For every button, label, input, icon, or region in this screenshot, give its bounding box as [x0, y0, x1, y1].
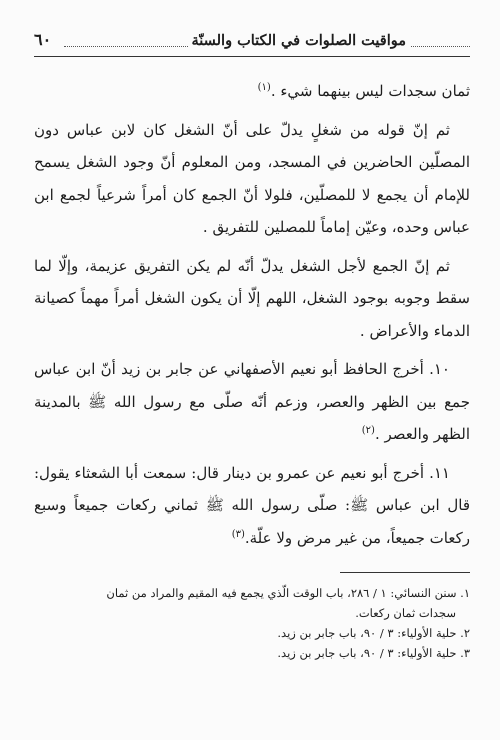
page	[34, 30, 470, 663]
paragraph-5: ١١. أخرج أبو نعيم عن عمرو بن دينار قال: سمعت أبا الشعثاء يقول: قال ابن عباس ﷺ: صلّى رسول الله ﷺ ثماني ركعات جميعاً وسبع ركعات جميعاً، من غير مرض ولا علّة.$^{(٣)}$	[34, 463, 470, 547]
paragraph-1: ثمان سجدات ليس بينهما شيء .$^{(١)}$	[257, 82, 470, 100]
running-header	[34, 30, 470, 57]
header-title: مواقيت الصلوات في الكتاب والسنّة	[188, 32, 410, 49]
footnote-2: ٢. حلية الأولياء: ٣ / ٩٠، باب جابر بن زيد.	[277, 626, 470, 640]
paragraph-4: ١٠. أخرج الحافظ أبو نعيم الأصفهاني عن جابر بن زيد أنّ ابن عباس جمع بين الظهر والعصر، وزعم أنّه صلّى مع رسول الله ﷺ بالمدينة الظهر والعصر .$^{(٢)}$	[34, 360, 470, 443]
paragraph-3: ثم إنّ الجمع لأجل الشغل يدلّ أنّه لم يكن التفريق عزيمة، وإلّا لما سقط وجوبه بوجود الشغل، اللهم إلّا أن يكون الشغل أمراً مهماً كصيانة الدماء والأعراض .	[34, 256, 470, 340]
footnote-1: ١. سنن النسائي: ١ / ٢٨٦، باب الوقت الّذي يجمع فيه المقيم والمراد من ثمان	[106, 586, 470, 600]
footnote-3: ٣. حلية الأولياء: ٣ / ٩٠، باب جابر بن زيد.	[277, 646, 470, 660]
main-text	[34, 75, 470, 554]
footnote-ref-3: (٣)	[231, 528, 245, 540]
footnotes	[34, 583, 470, 663]
footnote-1-continuation: سجدات ثمان ركعات.	[355, 606, 456, 620]
page-number: ٦٠	[34, 30, 52, 49]
footnote-ref-2: (٢)	[361, 425, 375, 436]
footnote-ref-1: (١)	[257, 82, 271, 93]
footnote-separator	[340, 572, 470, 573]
paragraph-2: ثم إنّ قوله من شغلٍ يدلّ على أنّ الشغل كان لابن عباس دون المصلّين الحاضرين في المسجد، ومن المعلوم أنّ وجود الشغل يسمح للإمام أن يجمع لا للمصلّين، فلولا أنّ الجمع كان أمراً شرعياً لجمع ابن عباس وحده، وعيّن إماماً للمصلين للتفريق .	[34, 120, 470, 236]
